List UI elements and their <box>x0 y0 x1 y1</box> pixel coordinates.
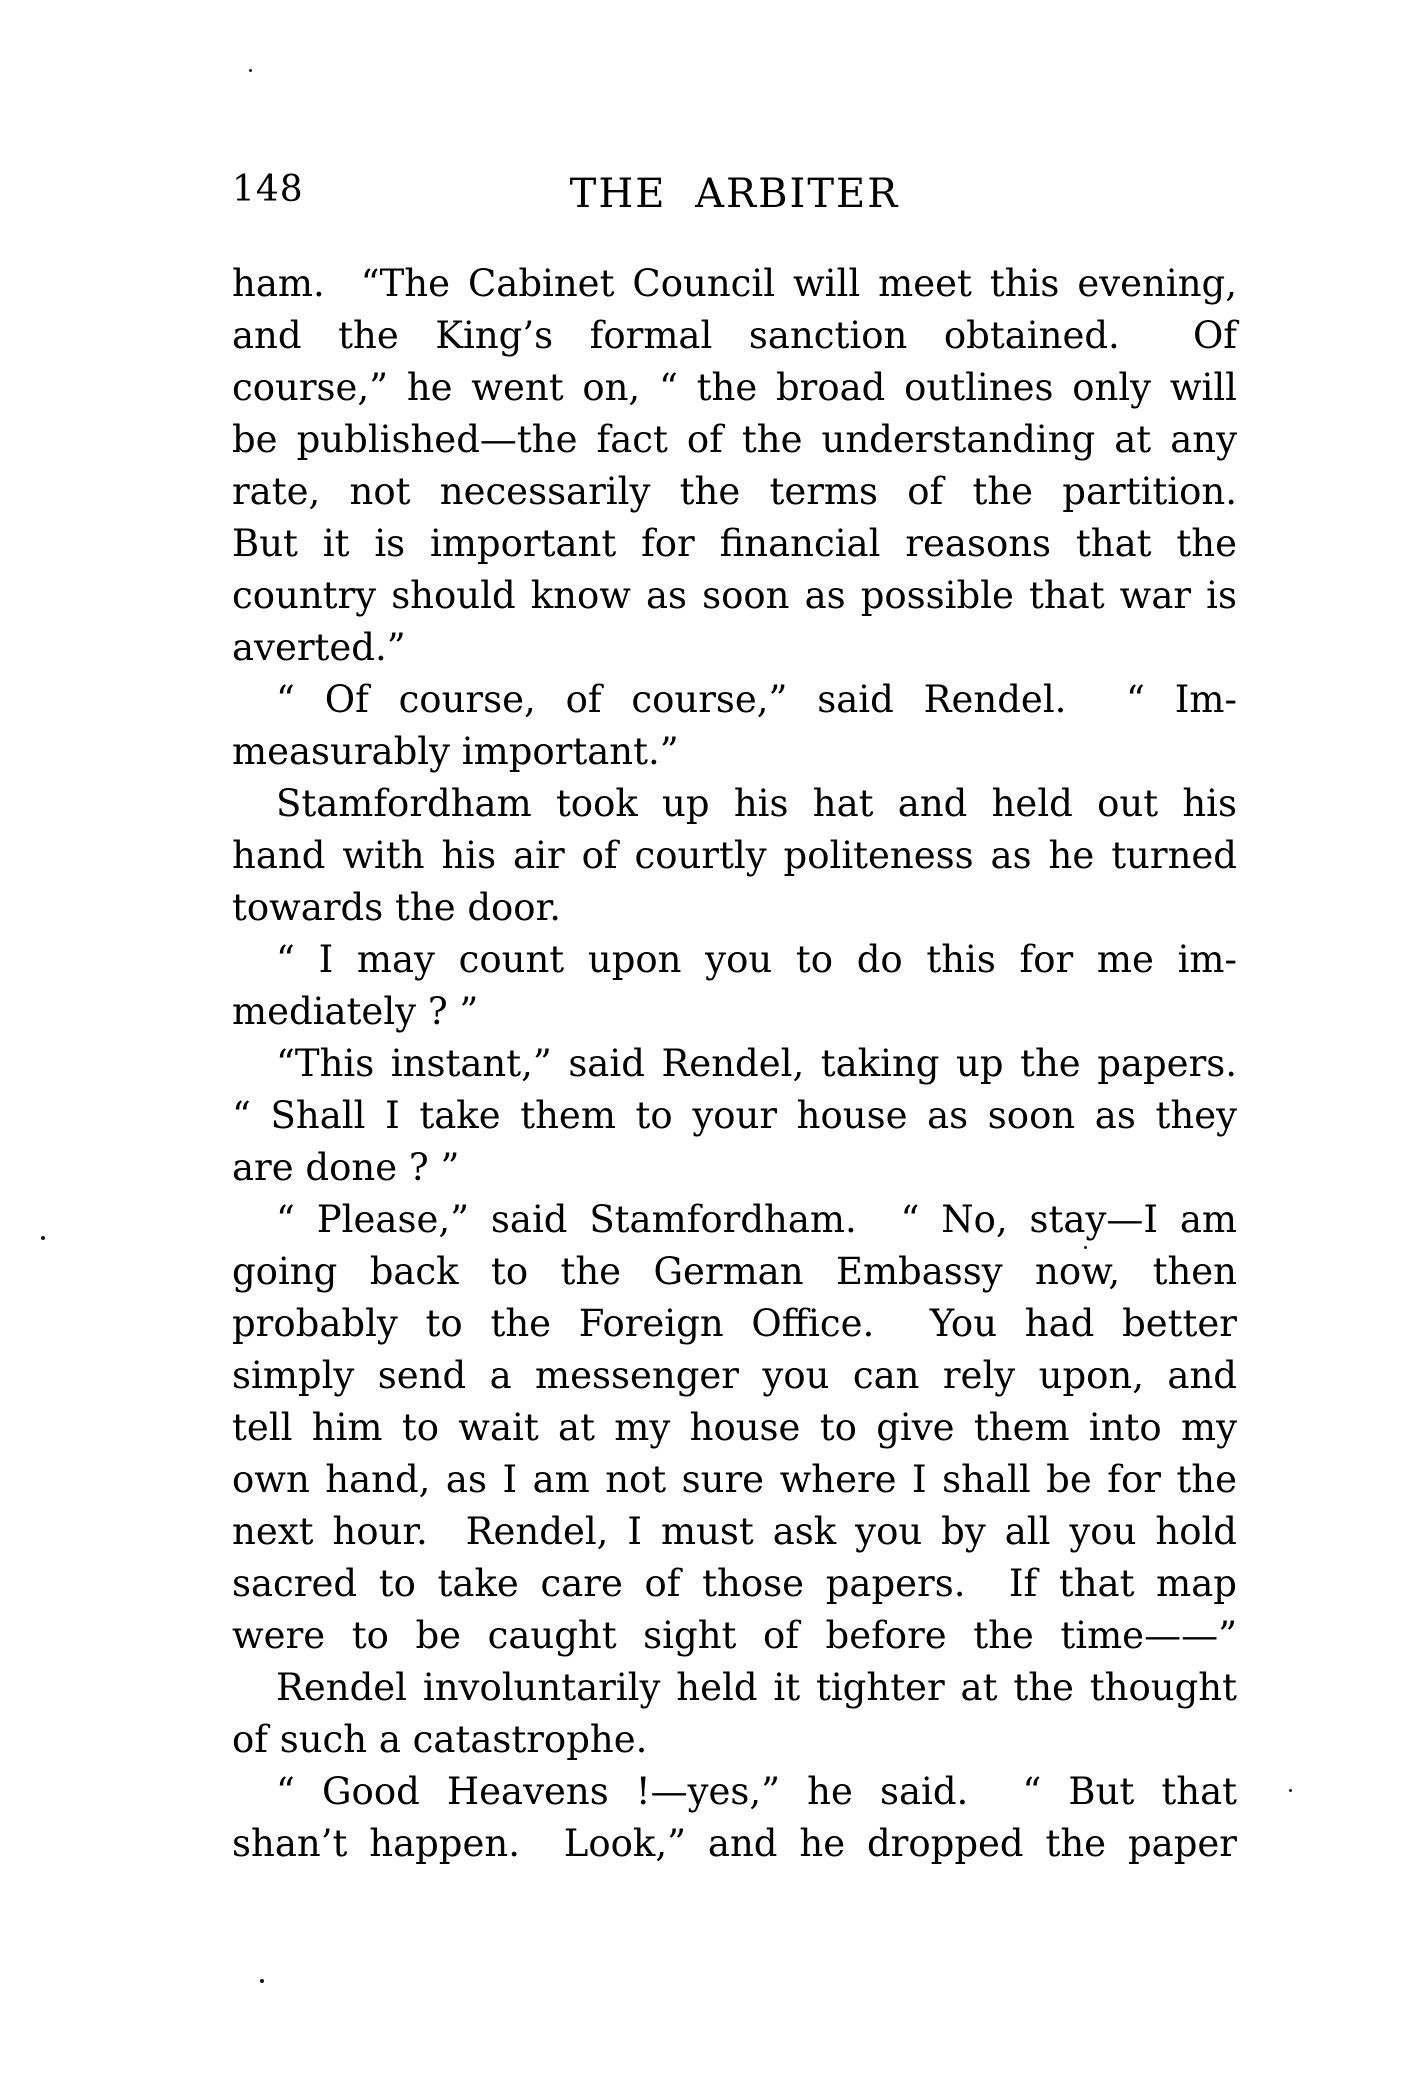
scan-speck <box>41 1236 45 1240</box>
text-line: mediately ? ” <box>232 990 479 1033</box>
text-line: ham. “The Cabinet Council will meet this evening, <box>232 262 1237 305</box>
text-line: Stamfordham took up his hat and held out his <box>276 782 1237 825</box>
scan-speck <box>249 69 252 72</box>
running-title: THE ARBITER <box>569 171 900 217</box>
text-line: of such a catastrophe. <box>232 1718 648 1761</box>
text-line: Rendel involuntarily held it tighter at the thought <box>276 1666 1237 1709</box>
text-line: rate, not necessarily the terms of the partition. <box>232 470 1237 513</box>
text-line: tell him to wait at my house to give them into my <box>232 1406 1237 1449</box>
text-line: “ Of course, of course,” said Rendel. “ Im- <box>276 678 1237 721</box>
text-line: But it is important for financial reasons that the <box>232 522 1237 565</box>
text-line: going back to the German Embassy now, then <box>232 1250 1237 1293</box>
body-text-block <box>232 258 1237 1870</box>
text-line: are done ? ” <box>232 1146 460 1189</box>
text-line: own hand, as I am not sure where I shall be for the <box>232 1458 1237 1501</box>
text-line: hand with his air of courtly politeness as he turned <box>232 834 1237 877</box>
text-line: sacred to take care of those papers. If that map <box>232 1562 1237 1605</box>
text-line: “This instant,” said Rendel, taking up the papers. <box>276 1042 1237 1085</box>
text-line: were to be caught sight of before the time——” <box>232 1614 1237 1657</box>
text-line: averted.” <box>232 626 406 669</box>
scan-speck <box>1084 1246 1087 1249</box>
text-line: measurably important.” <box>232 730 679 773</box>
text-line: simply send a messenger you can rely upon, and <box>232 1354 1237 1397</box>
text-line: “ Good Heavens !—yes,” he said. “ But that <box>276 1770 1237 1813</box>
text-line: and the King’s formal sanction obtained. Of <box>232 314 1237 357</box>
text-line: next hour. Rendel, I must ask you by all you hold <box>232 1510 1237 1553</box>
page-number: 148 <box>232 169 304 210</box>
text-line: be published—the fact of the understanding at any <box>232 418 1237 461</box>
text-line: “ Please,” said Stamfordham. “ No, stay—I am <box>276 1198 1237 1241</box>
text-line: probably to the Foreign Office. You had better <box>232 1302 1237 1345</box>
text-line: “ I may count upon you to do this for me im- <box>276 938 1237 981</box>
text-line: “ Shall I take them to your house as soon as they <box>232 1094 1237 1137</box>
text-line: course,” he went on, “ the broad outlines only will <box>232 366 1237 409</box>
text-line: country should know as soon as possible that war is <box>232 574 1237 617</box>
scan-speck <box>260 1979 264 1983</box>
page-header <box>232 170 1237 220</box>
text-line: shan’t happen. Look,” and he dropped the paper <box>232 1822 1237 1865</box>
scan-speck <box>1289 1789 1292 1792</box>
text-line: towards the door. <box>232 886 561 929</box>
